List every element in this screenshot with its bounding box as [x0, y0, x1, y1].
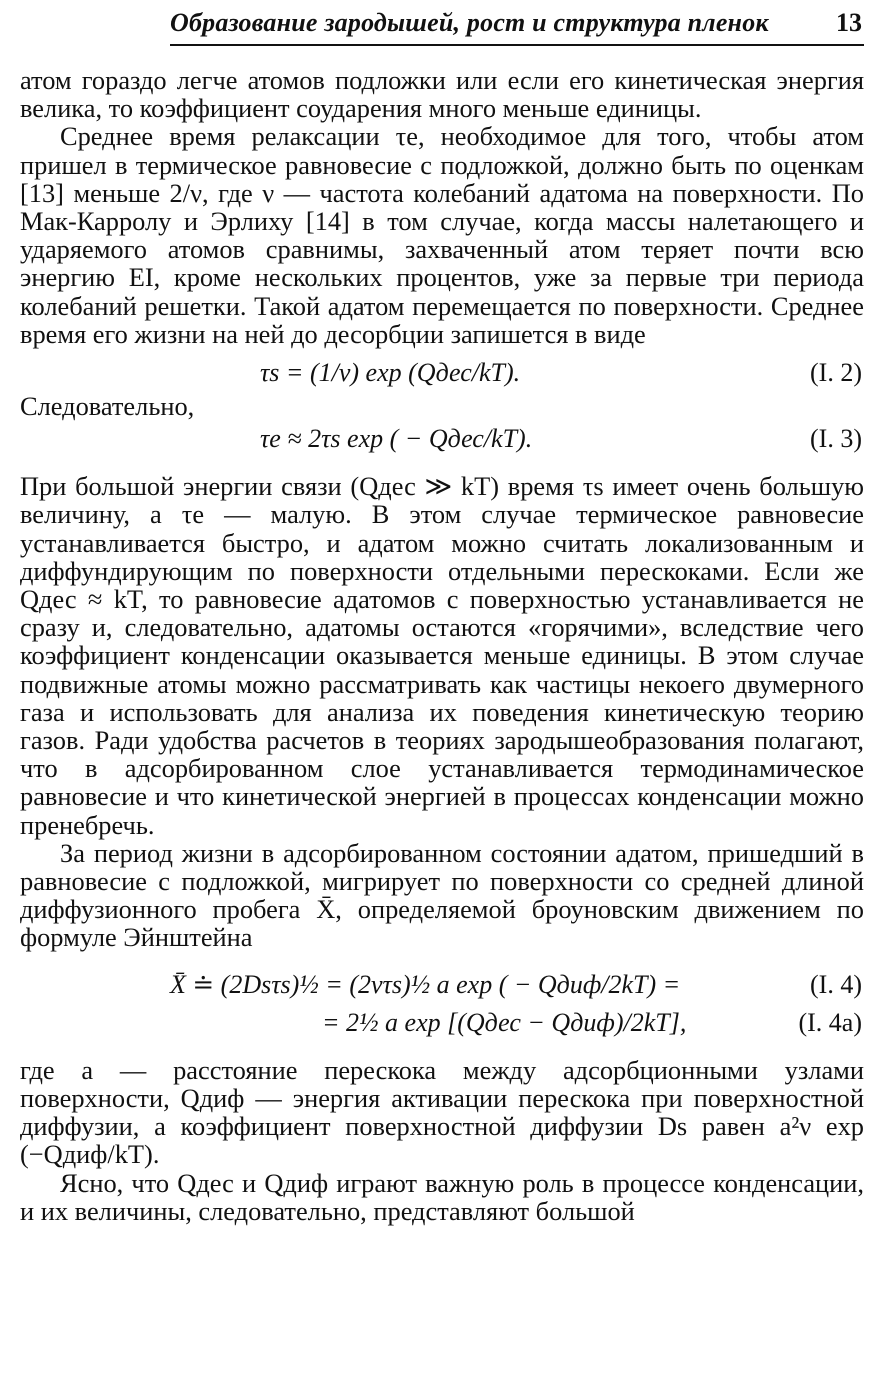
equation-i4: [20, 966, 864, 1004]
equation-i3: [20, 420, 864, 458]
paragraph-3: Следовательно,: [20, 391, 195, 422]
header-rule: [170, 44, 864, 46]
page-header: [170, 4, 864, 42]
paragraph-5: За период жизни в адсорбированном состоянии адатом, пришедший в равновесие с подложкой, мигрирует по поверхности со средней длиной диффузионного пробега X̄, определяемой броуновским движением по формуле Эйнштейна: [20, 837, 864, 953]
equation-number: (I. 3): [810, 424, 862, 454]
running-title: Образование зародышей, рост и структура пленок: [170, 8, 769, 37]
equation-number: (I. 4а): [798, 1007, 862, 1037]
paragraph-4: При большой энергии связи (Qдес ≫ kT) время τs имеет очень большую величину, а τe — малую. В этом случае термическое равновесие устанавливается быстро, и адатом можно считать локализованным и диффундирующим по поверхности отдельными перескоками. Если же Qдес ≈ kT, то равновесие адатомов с поверхностью устанавливается не сразу и, следовательно, адатомы остаются «горячими», вследствие чего коэффициент конденсации оказывается меньше единицы. В этом случае подвижные атомы можно рассматривать как частицы некоего двумерного газа и использовать для анализа их поведения кинетическую теорию газов. Ради удобства расчетов в теориях зародышеобразования полагают, что в адсорбированном слое устанавливается термодинамическое равновесие и что кинетической энергией в процессах конденсации можно пренебречь.: [20, 471, 864, 840]
paragraph-2: Среднее время релаксации τe, необходимое для того, чтобы атом пришел в термическое равновесие с подложкой, должно быть по оценкам [13] меньше 2/ν, где ν — частота колебаний адатома на поверхности. По Мак-Карролу и Эрлиху [14] в том случае, когда массы налетающего и ударяемого атомов сравнимы, захваченный атом теряет почти всю энергию EI, кроме нескольких процентов, уже за первые три периода колебаний решетки. Такой адатом перемещается по поверхности. Среднее время его жизни на ней до десорбции запишется в виде: [20, 121, 864, 349]
equation-i4a: [20, 1004, 864, 1042]
paragraph-6: где a — расстояние перескока между адсорбционными узлами поверхности, Qдиф — энергия активации перескока при поверхностной диффузии, а коэффициент поверхностной диффузии Ds равен a²ν exp (−Qдиф/kT).: [20, 1054, 864, 1170]
equation-expression: = 2½ a exp [(Qдес − Qдиф)/2kT],: [322, 1007, 687, 1037]
equation-number: (I. 4): [810, 969, 862, 999]
equation-expression: τe ≈ 2τs exp ( − Qдес/kT).: [260, 424, 533, 454]
equation-expression: X̄ ≐ (2Dsτs)½ = (2ντs)½ a exp ( − Qдиф/2kT) =: [170, 969, 681, 999]
page-number: 13: [836, 8, 862, 37]
equation-i2: [20, 354, 864, 392]
page-body: [20, 66, 864, 1225]
equation-expression: τs = (1/ν) exp (Qдес/kT).: [260, 358, 521, 388]
paragraph-1: атом гораздо легче атомов подложки или если его кинетическая энергия велика, то коэффициент соударения много меньше единицы.: [20, 65, 864, 124]
paragraph-7: Ясно, что Qдес и Qдиф играют важную роль в процессе конденсации, и их величины, следовательно, представляют большой: [20, 1167, 864, 1226]
equation-number: (I. 2): [810, 358, 862, 388]
